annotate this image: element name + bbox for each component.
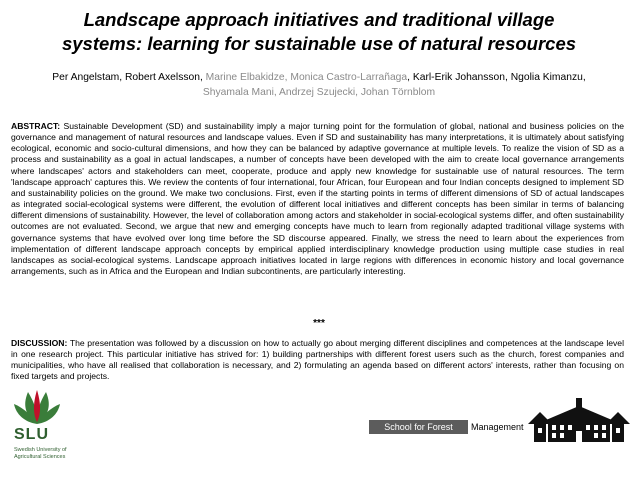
section-separator: *** (313, 318, 325, 329)
author-line-1 (0, 70, 638, 85)
title-line-1: Landscape approach initiatives and traditional village (83, 9, 555, 30)
slu-logo (12, 386, 90, 476)
abstract-label: ABSTRACT: (11, 121, 61, 131)
abstract-text: Sustainable Development (SD) and sustainability imply a major turning point for the formulation of global, national and business policies on the governance and management of natural resources and landscape values. Even if SD and sustainability has many interpretations, it is ultimately about satisfying ecological, economic and socio-cultural dimensions, and how they can be balanced by adaptive governance at multiple levels. To realize the vision of SD as a process and sustainability as a goal in actual landscapes, a number of concepts have been developed with the aim to create local governance arrangements where landscapes' actors and stakeholders can meet, cooperate, produce and apply new knowledge for sustainable use of natural resources. The term 'landscape approach' captures this. We review the contents of four international, four African, four European and four Indian concepts designed to implement SD and sustainability policies on the ground. We make two conclusions. First, even if the starting points in terms of different dimensions of SD of actual landscapes as integrated social-ecological systems were different, the evolution of different local initiatives and different concepts has been similar in terms of balancing different dimensions of sustainability. However, the level of collaboration among actors and stakeholder in social-ecological systems differ, and often sustainability outcomes are not evaluated. Second, we argue that new and emerging concepts have much to learn from regionally adapted traditional village systems with governance systems that have evolved over long time before the SD discourse appeared. Finally, we stress the need to learn about the experiences from implementation of different landscape approach concepts by empirical applied interdisciplinary knowledge production using multiple case studies in real landscapes as social-ecological systems. Landscape approach initiatives located in large regions with differences in economic history and local governance arrangements, such as in Africa and the European and Indian subcontinents, are particularly interesting. (11, 121, 624, 277)
slu-subtitle-line-1: Swedish University of (14, 447, 67, 453)
title-line-2: systems: learning for sustainable use of natural resources (61, 33, 577, 54)
authors-black-b: , Karl-Erik Johansson, Ngolia Kimanzu, (407, 72, 586, 83)
slu-subtitle (14, 447, 67, 461)
management-label: Management (471, 422, 524, 432)
slu-wordmark: SLU (14, 426, 49, 443)
slu-leaf-icon (12, 386, 62, 426)
discussion-section (11, 338, 624, 383)
authors-black-a: Per Angelstam, Robert Axelsson, (52, 72, 206, 83)
author-list (0, 70, 638, 100)
school-for-forest-label: School for Forest (369, 420, 468, 434)
paper-title (0, 8, 638, 56)
manor-building-icon (528, 398, 630, 442)
slu-subtitle-line-2: Agricultural Sciences (14, 454, 66, 460)
discussion-label: DISCUSSION: (11, 338, 68, 348)
authors-grey-a: Marine Elbakidze, Monica Castro-Larrañaga (205, 72, 408, 83)
author-line-2: Shyamala Mani, Andrzej Szujecki, Johan Törnblom (202, 87, 436, 98)
abstract-section (11, 121, 624, 277)
discussion-text: The presentation was followed by a discussion on how to actually go about merging different disciplines and competences at the landscape level in one research project. This particular initiative has strived for: 1) building partnerships with different forest users such as the church, forest companies and municipalities, who have all realised that collaboration is necessary, and 2) formulating an agenda based on different actors' interests, rather than focusing on fixed targets and projects. (11, 338, 624, 382)
